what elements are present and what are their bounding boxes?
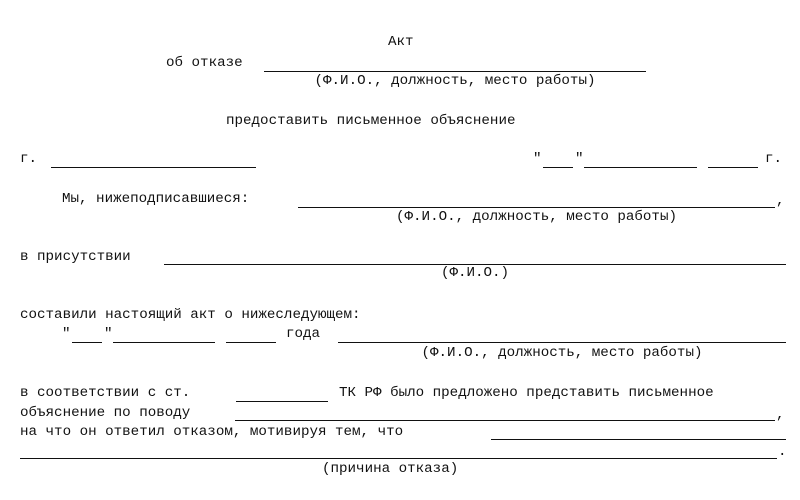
answer-blank bbox=[491, 439, 786, 440]
signers-blank bbox=[298, 207, 775, 208]
refusal-name-blank bbox=[264, 71, 646, 72]
signers-caption: (Ф.И.О., должность, место работы) bbox=[396, 209, 677, 225]
explain-blank bbox=[235, 420, 775, 421]
answer-label: на что он ответил отказом, мотивируя тем, что bbox=[20, 424, 404, 440]
date-year-blank bbox=[708, 167, 758, 168]
act-year-word: года bbox=[286, 326, 321, 342]
refusal-caption: (Ф.И.О., должность, место работы) bbox=[314, 73, 596, 89]
law-text: ТК РФ было предложено представить письменное bbox=[339, 385, 714, 401]
act-quote-open: " bbox=[62, 326, 71, 342]
act-quote-close: " bbox=[104, 326, 113, 342]
act-person-blank bbox=[338, 342, 786, 343]
act-month-blank bbox=[113, 342, 215, 343]
law-prefix: в соответствии с ст. bbox=[20, 385, 191, 401]
signers-label: Мы, нижеподписавшиеся: bbox=[62, 191, 250, 207]
presence-caption: (Ф.И.О.) bbox=[440, 265, 510, 281]
law-article-blank bbox=[236, 401, 328, 402]
city-prefix: г. bbox=[20, 151, 38, 167]
act-caption: (Ф.И.О., должность, место работы) bbox=[421, 345, 703, 361]
act-day-blank bbox=[72, 342, 102, 343]
document-title: Акт bbox=[388, 34, 414, 50]
act-year-blank bbox=[226, 342, 276, 343]
date-quote-open: " bbox=[533, 151, 542, 167]
signers-comma: , bbox=[776, 193, 785, 209]
act-label: составили настоящий акт о нижеследующем: bbox=[20, 307, 361, 323]
date-month-blank bbox=[584, 167, 697, 168]
explain-label: объяснение по поводу bbox=[20, 405, 191, 421]
reason-dot: . bbox=[778, 444, 787, 460]
date-quote-close: " bbox=[575, 151, 584, 167]
refusal-prefix: об отказе bbox=[166, 55, 243, 71]
reason-blank bbox=[20, 458, 777, 459]
date-day-blank bbox=[543, 167, 573, 168]
presence-label: в присутствии bbox=[20, 249, 131, 265]
city-blank bbox=[51, 167, 256, 168]
purpose-text: предоставить письменное объяснение bbox=[226, 113, 516, 129]
year-suffix: г. bbox=[765, 151, 783, 167]
reason-caption: (причина отказа) bbox=[322, 461, 459, 477]
explain-comma: , bbox=[776, 407, 785, 423]
